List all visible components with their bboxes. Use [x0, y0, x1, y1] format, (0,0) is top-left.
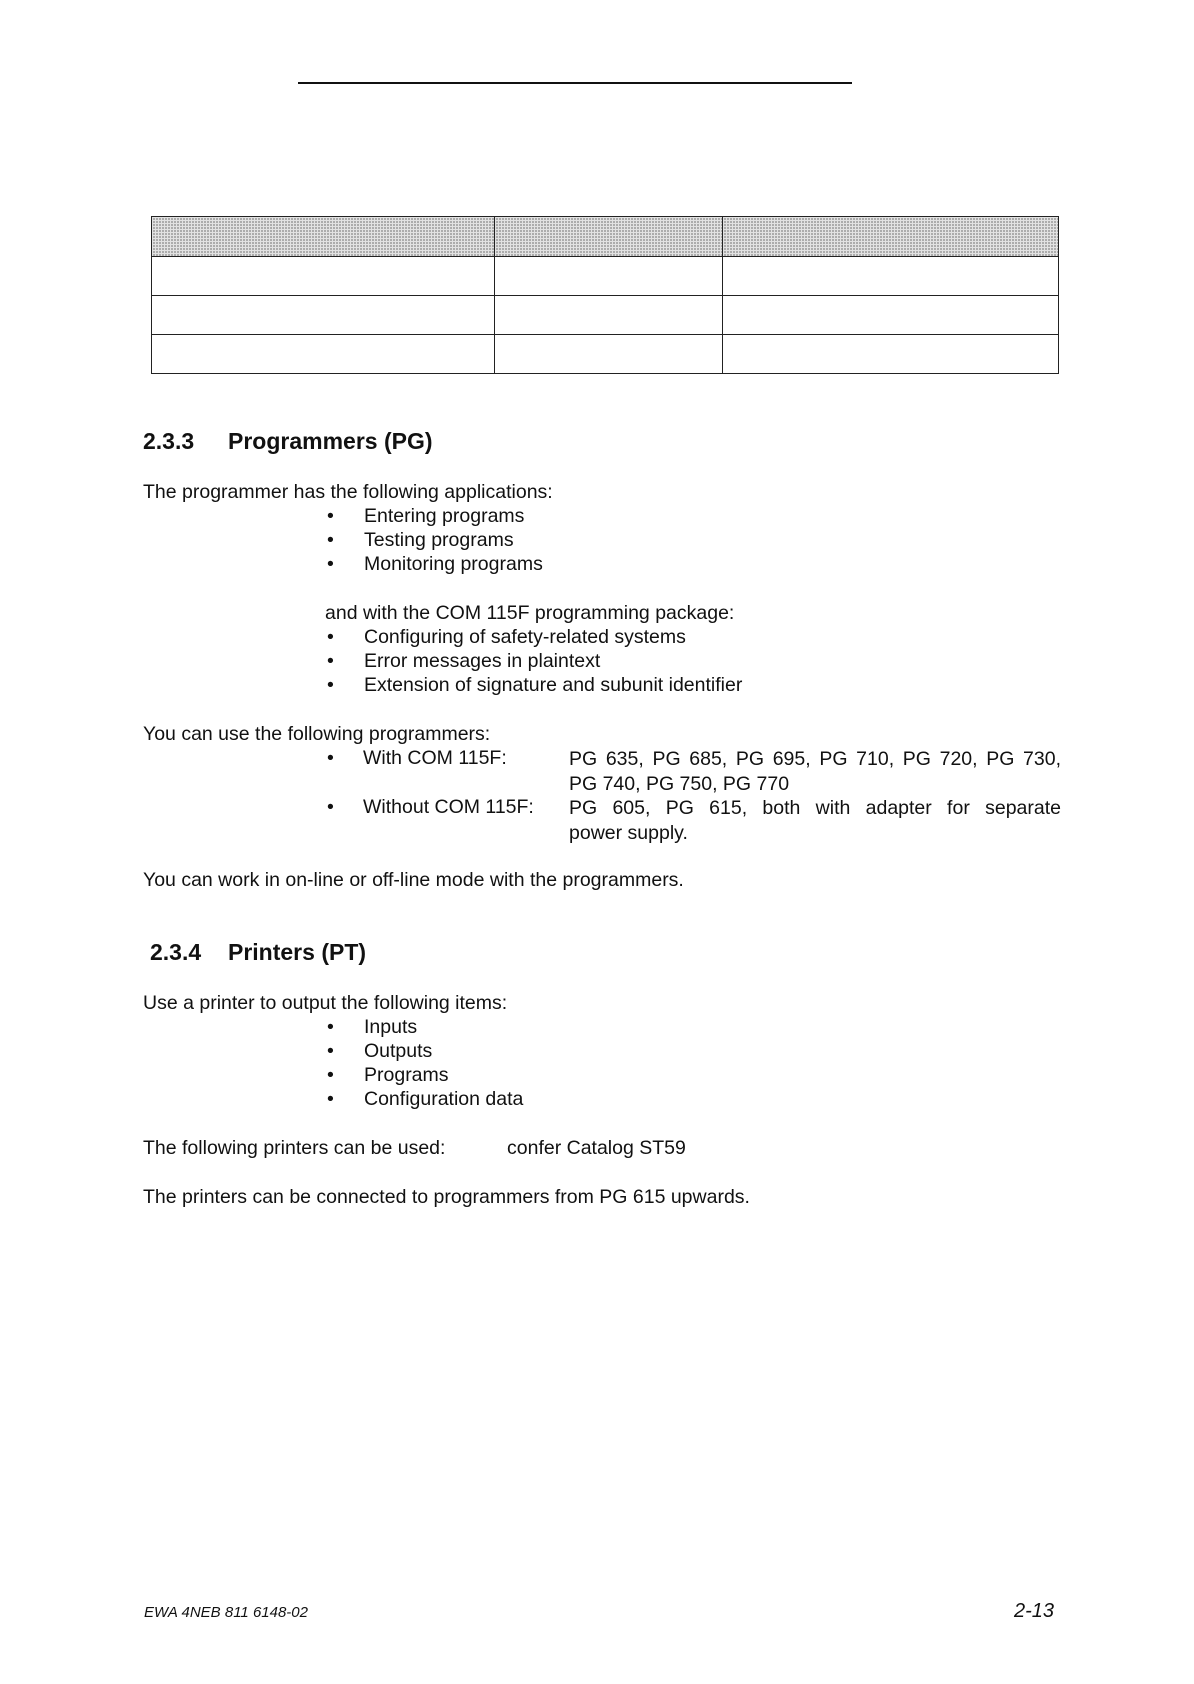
table-cell [723, 257, 1059, 296]
bullet-glyph: • [327, 650, 334, 672]
table-row [152, 296, 1059, 335]
bullet-glyph: • [327, 1064, 334, 1086]
bullet-glyph: • [327, 505, 334, 527]
list-item-label: Entering programs [364, 505, 525, 527]
bullet-glyph: • [327, 529, 334, 551]
without-com-line-1: PG 605, PG 615, both with adapter for separate [569, 797, 1061, 819]
list-item-label: Programs [364, 1064, 449, 1086]
table-header-cell [723, 217, 1059, 257]
bullet-glyph: • [327, 1040, 334, 1062]
table-cell [723, 296, 1059, 335]
section-number-234: 2.3.4 [150, 939, 202, 965]
list-item-label: Testing programs [364, 529, 514, 551]
page-number: 2-13 [1014, 1600, 1055, 1622]
table-cell [495, 296, 723, 335]
table-header-cell [152, 217, 495, 257]
section-number-233: 2.3.3 [143, 428, 195, 454]
bullet-glyph: • [327, 747, 334, 769]
table-header-row [152, 217, 1059, 257]
programmer-intro: The programmer has the following applications: [143, 481, 553, 503]
printer-intro: Use a printer to output the following items: [143, 992, 508, 1014]
list-item-label: Configuration data [364, 1088, 524, 1110]
document-id: EWA 4NEB 811 6148-02 [144, 1604, 308, 1621]
bullet-glyph: • [327, 796, 334, 818]
mode-note: You can work in on-line or off-line mode with the programmers. [143, 869, 684, 891]
printers-usable-value: confer Catalog ST59 [507, 1137, 686, 1159]
without-com-label: Without COM 115F: [363, 796, 534, 818]
bullet-glyph: • [327, 674, 334, 696]
printers-usable-label: The following printers can be used: [143, 1137, 446, 1159]
table-header-cell [495, 217, 723, 257]
table-cell [152, 335, 495, 374]
with-com-line-1: PG 635, PG 685, PG 695, PG 710, PG 720, PG 730, [569, 748, 1061, 770]
table-cell [495, 335, 723, 374]
with-com-label: With COM 115F: [363, 747, 507, 769]
list-item-label: Extension of signature and subunit identifier [364, 674, 743, 696]
table-row [152, 335, 1059, 374]
list-item-label: Outputs [364, 1040, 433, 1062]
table-cell [152, 296, 495, 335]
list-item-label: Inputs [364, 1016, 418, 1038]
bullet-glyph: • [327, 1088, 334, 1110]
bullet-glyph: • [327, 626, 334, 648]
table-cell [495, 257, 723, 296]
com-package-intro: and with the COM 115F programming package: [325, 602, 735, 624]
without-com-value [569, 796, 1061, 845]
section-title-programmers: Programmers (PG) [228, 428, 433, 454]
with-com-value [569, 747, 1061, 796]
bullet-glyph: • [327, 553, 334, 575]
list-item-label: Monitoring programs [364, 553, 543, 575]
blank-table [151, 216, 1059, 374]
list-item-label: Error messages in plaintext [364, 650, 601, 672]
table-cell [723, 335, 1059, 374]
table-cell [152, 257, 495, 296]
list-item-label: Configuring of safety-related systems [364, 626, 686, 648]
programmers-intro: You can use the following programmers: [143, 723, 491, 745]
header-rule [298, 82, 852, 84]
table-row [152, 257, 1059, 296]
without-com-line-2: power supply. [569, 821, 688, 844]
with-com-line-2: PG 740, PG 750, PG 770 [569, 772, 790, 795]
section-title-printers: Printers (PT) [228, 939, 367, 965]
bullet-glyph: • [327, 1016, 334, 1038]
connection-note: The printers can be connected to programmers from PG 615 upwards. [143, 1186, 750, 1208]
